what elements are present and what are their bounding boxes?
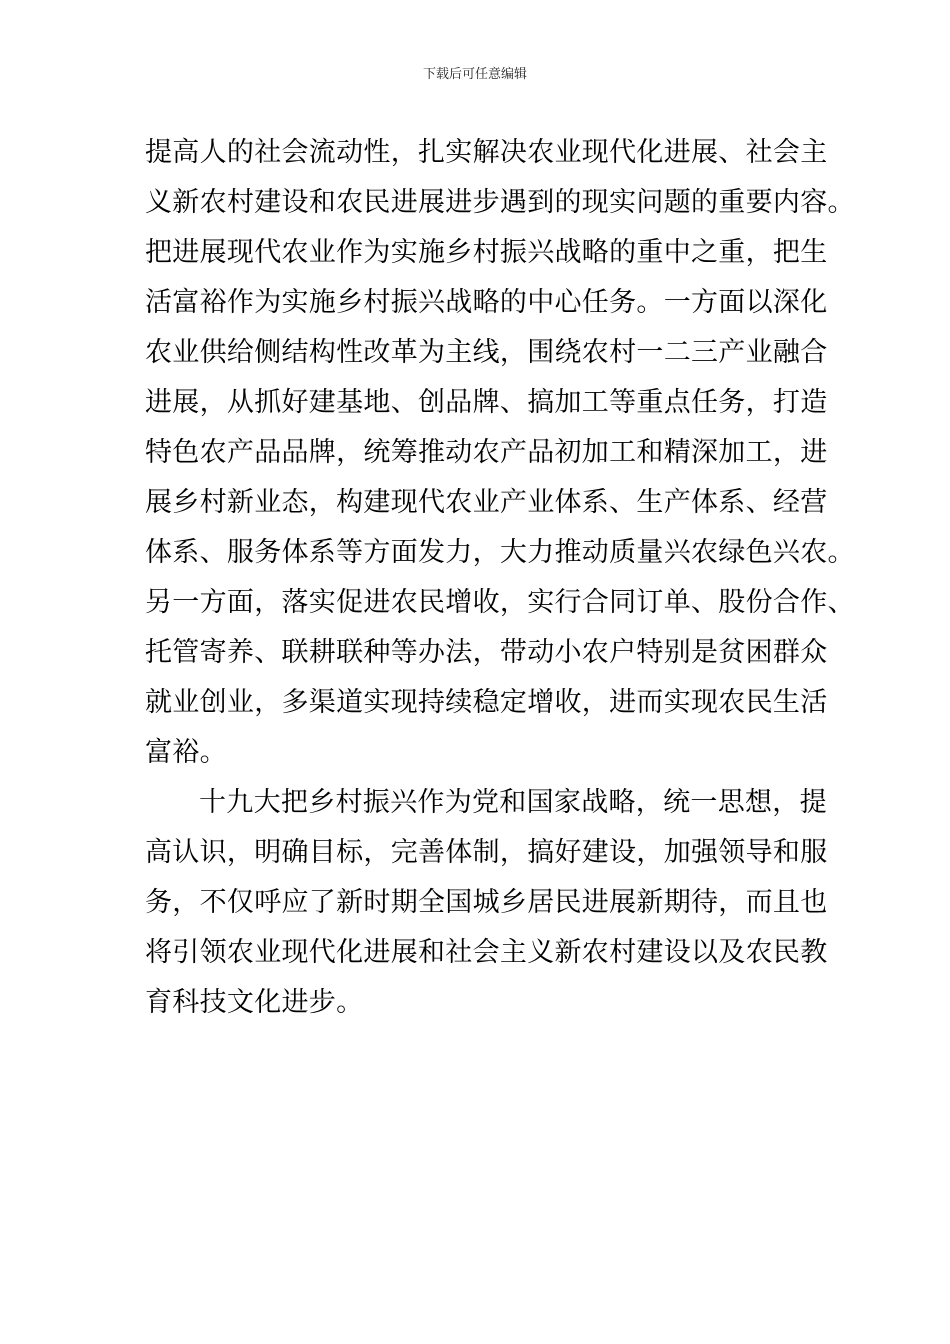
document-body <box>145 128 855 1028</box>
text-line: 活富裕作为实施乡村振兴战略的中心任务。一方面以深化 <box>145 287 828 318</box>
text-line: 提高人的社会流动性，扎实解决农业现代化进展、社会主 <box>145 137 828 168</box>
text-line: 另一方面，落实促进农民增收，实行合同订单、股份合作、 <box>145 587 855 618</box>
text-line: 育科技文化进步。 <box>145 987 364 1018</box>
text-line: 把进展现代农业作为实施乡村振兴战略的重中之重，把生 <box>145 237 828 268</box>
text-line: 托管寄养、联耕联种等办法，带动小农户特别是贫困群众 <box>145 637 828 668</box>
text-line: 体系、服务体系等方面发力，大力推动质量兴农绿色兴农。 <box>145 537 855 568</box>
paragraph-1 <box>145 128 855 778</box>
text-line: 将引领农业现代化进展和社会主义新农村建设以及农民教 <box>145 937 828 968</box>
text-line: 义新农村建设和农民进展进步遇到的现实问题的重要内容。 <box>145 187 855 218</box>
text-line: 农业供给侧结构性改革为主线，围绕农村一二三产业融合 <box>145 337 828 368</box>
text-line: 十九大把乡村振兴作为党和国家战略，统一思想，提 <box>199 787 827 818</box>
text-line: 进展，从抓好建基地、创品牌、搞加工等重点任务，打造 <box>145 387 828 418</box>
text-line: 富裕。 <box>145 737 227 768</box>
paragraph-2 <box>145 778 828 1028</box>
page-header: 下载后可任意编辑 <box>422 67 527 82</box>
text-line: 务，不仅呼应了新时期全国城乡居民进展新期待，而且也 <box>145 887 828 918</box>
text-line: 就业创业，多渠道实现持续稳定增收，进而实现农民生活 <box>145 687 828 718</box>
text-line: 展乡村新业态，构建现代农业产业体系、生产体系、经营 <box>145 487 828 518</box>
text-line: 高认识，明确目标，完善体制，搞好建设，加强领导和服 <box>145 837 828 868</box>
text-line: 特色农产品品牌，统筹推动农产品初加工和精深加工，进 <box>145 437 828 468</box>
